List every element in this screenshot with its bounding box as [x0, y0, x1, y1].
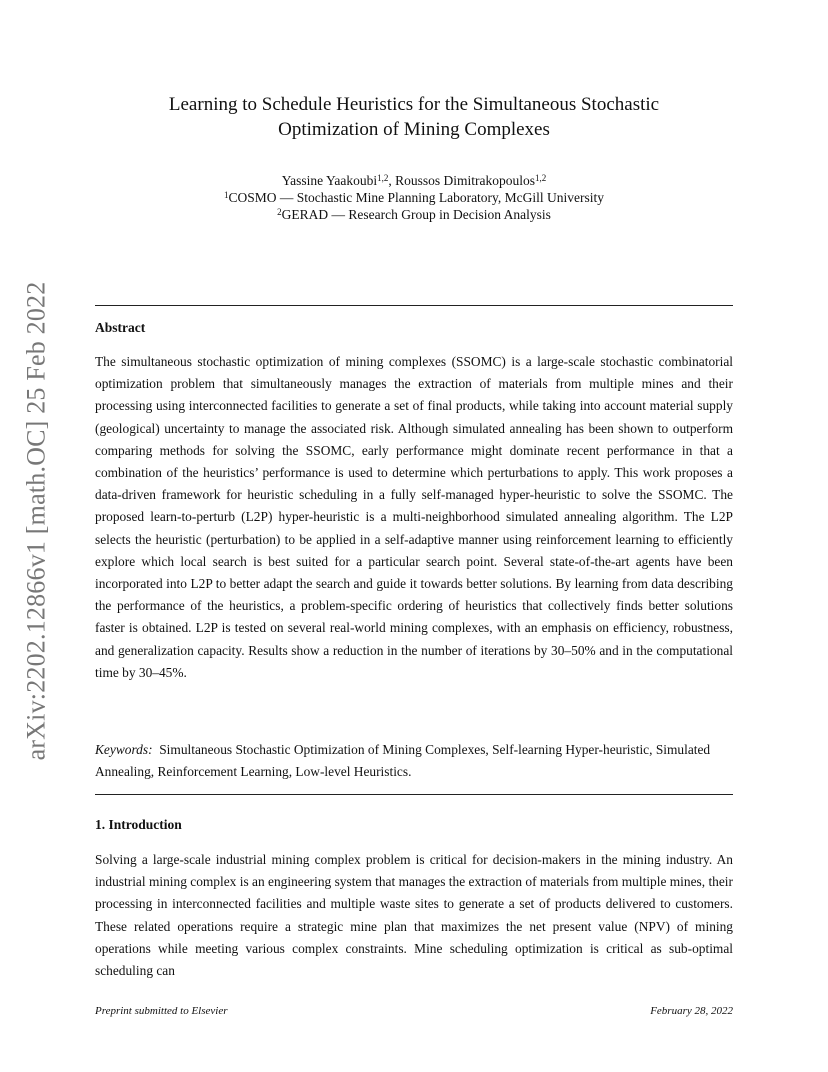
introduction-heading: 1. Introduction — [95, 817, 182, 832]
affiliation-1-mark: 1 — [223, 190, 229, 200]
arxiv-id[interactable]: arXiv:2202.12866v1 [math.OC] 25 Feb 2022 — [21, 281, 50, 760]
author-2-affil: 1,2 — [535, 173, 547, 183]
abstract-paragraph: The simultaneous stochastic optimization of mining complexes (SSOMC) is a large-scale stochastic combinatorial optimization problem that simultaneously manages the extraction of materials from multiple mines and their processing using interconnected facilities to generate a set of final products, while taking into account material supply (geological) uncertainty to manage the associated risk. Although simulated annealing has been shown to outperform comparing methods for solving the SSOMC, early performance might dominate recent performance in that a combination of the heuristics’ performance is used to determine which perturbations to apply. This work proposes a data-driven framework for heuristic scheduling in a fully self-managed hyper-heuristic to solve the SSOMC. The proposed learn-to-perturb (L2P) hyper-heuristic is a multi-neighborhood simulated annealing algorithm. The L2P selects the heuristic (perturbation) to be applied in a self-adaptive manner using reinforcement learning to efficiently explore which local search is best suited for a particular search point. Several state-of-the-art agents have been incorporated into L2P to better adapt the search and guide it towards better solutions. By learning from data describing the performance of the heuristics, a problem-specific ordering of heuristics that collectively finds better solutions faster is obtained. L2P is tested on several real-world mining complexes, with an emphasis on efficiency, robustness, and generalization capacity. Results show a reduction in the number of iterations by 30–50% and in the computational time by 30–45%. — [95, 354, 733, 680]
paper-title — [95, 92, 733, 142]
page-footer — [95, 1005, 733, 1017]
arxiv-watermark — [16, 268, 56, 773]
author-2-name: Roussos Dimitrakopoulos — [395, 173, 536, 188]
abstract-bottom-rule — [95, 794, 733, 795]
abstract-top-rule — [95, 305, 733, 306]
introduction-body — [95, 849, 733, 982]
affiliation-2-mark: 2 — [277, 207, 282, 217]
affiliation-1-text: COSMO — Stochastic Mine Planning Laboratory, McGill University — [228, 190, 605, 205]
keywords — [95, 739, 733, 783]
affiliation-1 — [95, 189, 733, 206]
affiliation-2 — [95, 206, 733, 223]
affiliation-2-text: GERAD — Research Group in Decision Analysis — [281, 207, 551, 222]
author-1-affil: 1,2 — [377, 173, 389, 183]
author-names: Yassine Yaakoubi$^{1,2}$, Roussos Dimitrakopoulos$^{1,2}$ — [281, 173, 547, 188]
abstract-body — [95, 329, 733, 684]
abstract-heading: Abstract — [95, 320, 146, 335]
footer-date: February 28, 2022 — [650, 1005, 733, 1017]
author-1-name: Yassine Yaakoubi — [281, 173, 378, 188]
footer-journal: Preprint submitted to Elsevier — [95, 1005, 228, 1017]
introduction-paragraph: Solving a large-scale industrial mining complex problem is critical for decision-makers in the mining industry. An industrial mining complex is an engineering system that manages the extraction of materials from multiple mines, their processing in interconnected facilities and multiple waste sites to generate a set of products delivered to customers. These related operations require a strategic mine plan that maximizes the net present value (NPV) of mining operations while meeting various complex constraints. Mine scheduling optimization is critical as sub-optimal scheduling can — [95, 852, 733, 979]
title-line-2: Optimization of Mining Complexes — [278, 119, 550, 140]
title-line-1: Learning to Schedule Heuristics for the Simultaneous Stochastic — [168, 94, 660, 115]
keywords-text: Simultaneous Stochastic Optimization of Mining Complexes, Self-learning Hyper-heuristic, Simulated Annealing, Reinforcement Learning, Low-level Heuristics. — [95, 742, 711, 780]
author-block — [95, 172, 733, 223]
keywords-label: Keywords: — [95, 742, 153, 757]
